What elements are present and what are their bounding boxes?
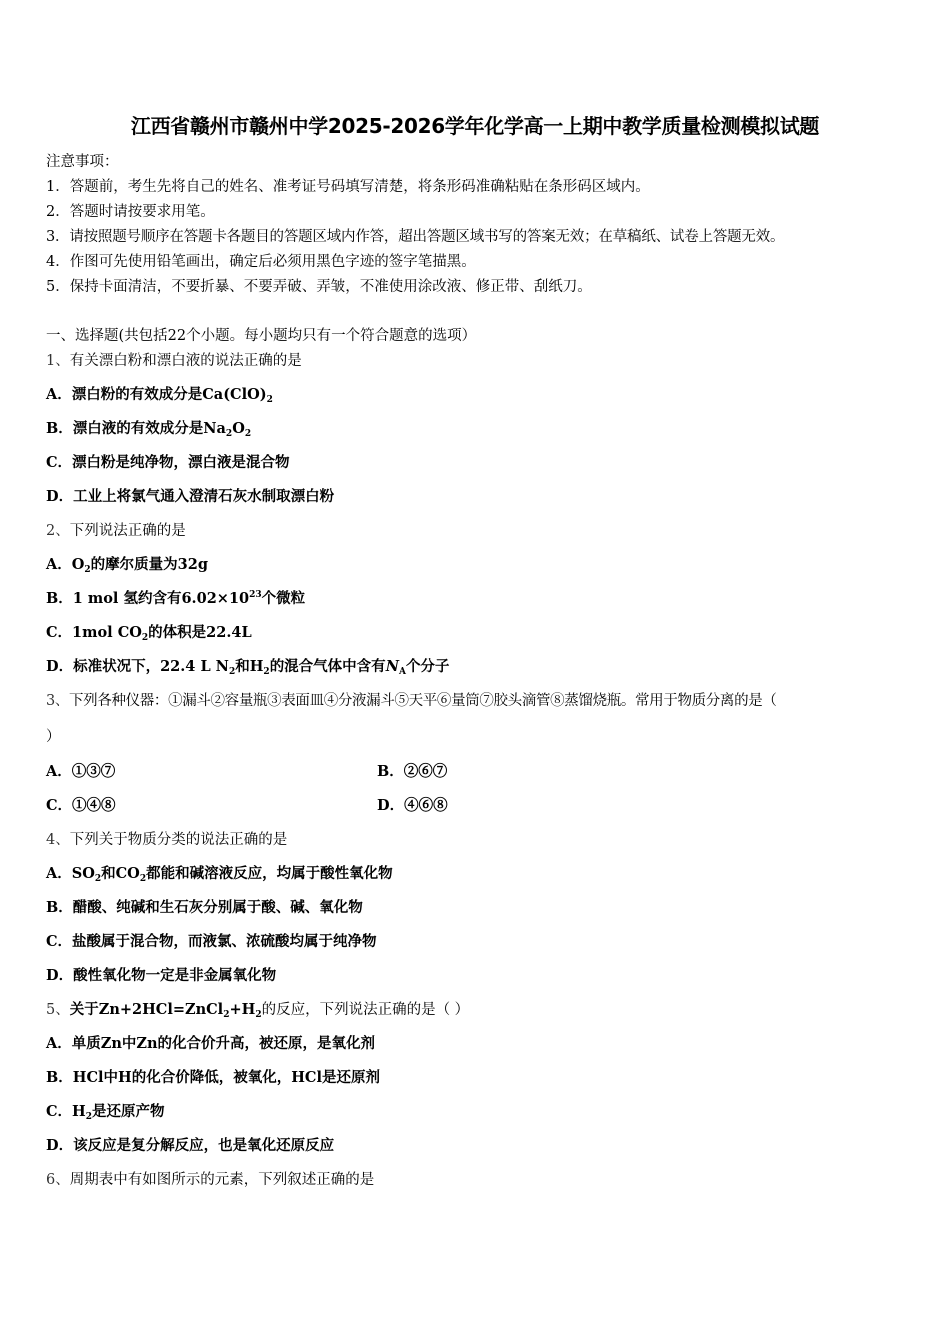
question-2-option-b[interactable]: B．1 mol 氢约含有$6.02\times 10^{23}$个微粒 xyxy=(46,590,306,607)
question-1-option-d[interactable]: D．工业上将氯气通入澄清石灰水制取漂白粉 xyxy=(46,488,335,505)
question-text: 下列关于物质分类的说法正确的是 xyxy=(69,832,288,848)
question-5-option-c[interactable]: C．$H_2$是还原产物 xyxy=(46,1103,165,1122)
question-2-option-d[interactable]: D．标准状况下，22.4 L $N_2$和$H_2$的混合气体中含有$N_A$个分子 xyxy=(46,658,450,677)
question-4-option-d[interactable]: D．酸性氧化物一定是非金属氧化物 xyxy=(46,967,277,984)
question-3-option-b[interactable]: B．②⑥⑦ xyxy=(377,763,448,780)
question-2-option-a[interactable]: A．$O_2$的摩尔质量为32g xyxy=(46,556,208,575)
question-4-option-b[interactable]: B．醋酸、纯碱和生石灰分别属于酸、碱、氧化物 xyxy=(46,899,363,916)
question-3-option-a[interactable]: A．①③⑦ xyxy=(46,763,116,780)
question-3-option-c[interactable]: C．①④⑧ xyxy=(46,797,116,814)
question-4-option-c[interactable]: C．盐酸属于混合物，而液氯、浓硫酸均属于纯净物 xyxy=(46,933,377,950)
notice-item: 4．作图可先使用铅笔画出，确定后必须用黑色字迹的签字笔描黑。 xyxy=(46,254,476,270)
question-2-stem xyxy=(46,521,186,541)
question-4-stem xyxy=(46,830,287,850)
question-3-stem xyxy=(46,691,777,711)
notice-item: 3．请按照题号顺序在答题卡各题目的答题区域内作答，超出答题区域书写的答案无效；在草稿纸、试卷上答题无效。 xyxy=(46,229,785,245)
question-5-option-b[interactable]: B．HCl中H的化合价降低，被氧化，HCl是还原剂 xyxy=(46,1069,380,1086)
section-heading: 一、选择题(共包括22个小题。每小题均只有一个符合题意的选项） xyxy=(46,328,477,344)
question-6-stem xyxy=(46,1170,374,1190)
question-1-option-a[interactable]: A．漂白粉的有效成分是$Ca(ClO)_2$ xyxy=(46,386,273,405)
notice-item: 2．答题时请按要求用笔。 xyxy=(46,204,215,220)
notice-item: 5．保持卡面清洁，不要折暴、不要弄破、弄皱，不准使用涂改液、修正带、刮纸刀。 xyxy=(46,279,592,295)
question-1-option-c[interactable]: C．漂白粉是纯净物，漂白液是混合物 xyxy=(46,454,290,471)
question-number: 1、 xyxy=(46,353,70,369)
question-number: 6、 xyxy=(46,1172,70,1188)
question-text: 下列说法正确的是 xyxy=(69,523,186,539)
question-text: 有关漂白粉和漂白液的说法正确的是 xyxy=(69,353,302,369)
question-number: 3、 xyxy=(46,693,70,709)
notice-item: 1．答题前，考生先将自己的姓名、准考证号码填写清楚，将条形码准确粘贴在条形码区域内。 xyxy=(46,179,650,195)
notice-heading: 注意事项： xyxy=(46,154,119,170)
page-title: 江西省赣州市赣州中学2025-2026学年化学高一上期中教学质量检测模拟试题 xyxy=(130,114,820,138)
question-3-option-d[interactable]: D．④⑥⑧ xyxy=(377,797,448,814)
question-5-stem: 5、关于$Zn+2HCl=ZnCl_2+H_2$的反应，下列说法正确的是（ ） xyxy=(46,1001,470,1020)
question-1-stem xyxy=(46,351,302,371)
question-2-option-c[interactable]: C．1mol $CO_2$的体积是22.4L xyxy=(46,624,252,643)
question-text: 下列各种仪器：①漏斗②容量瓶③表面皿④分液漏斗⑤天平⑥量筒⑦胶头滴管⑧蒸馏烧瓶。常用于物质分离的是（ xyxy=(69,693,777,709)
question-4-option-a[interactable]: A．$SO_2$和$CO_2$都能和碱溶液反应，均属于酸性氧化物 xyxy=(46,865,393,884)
question-number: 5、 xyxy=(46,1002,70,1018)
question-5-option-d[interactable]: D．该反应是复分解反应，也是氧化还原反应 xyxy=(46,1137,335,1154)
question-number: 4、 xyxy=(46,832,70,848)
question-3-stem-continued: ） xyxy=(46,729,61,745)
question-1-option-b[interactable]: B．漂白液的有效成分是$Na_2O_2$ xyxy=(46,420,252,439)
question-text: 周期表中有如图所示的元素，下列叙述正确的是 xyxy=(69,1172,375,1188)
question-5-option-a[interactable]: A．单质Zn中Zn的化合价升高，被还原，是氧化剂 xyxy=(46,1035,376,1052)
question-number: 2、 xyxy=(46,523,70,539)
